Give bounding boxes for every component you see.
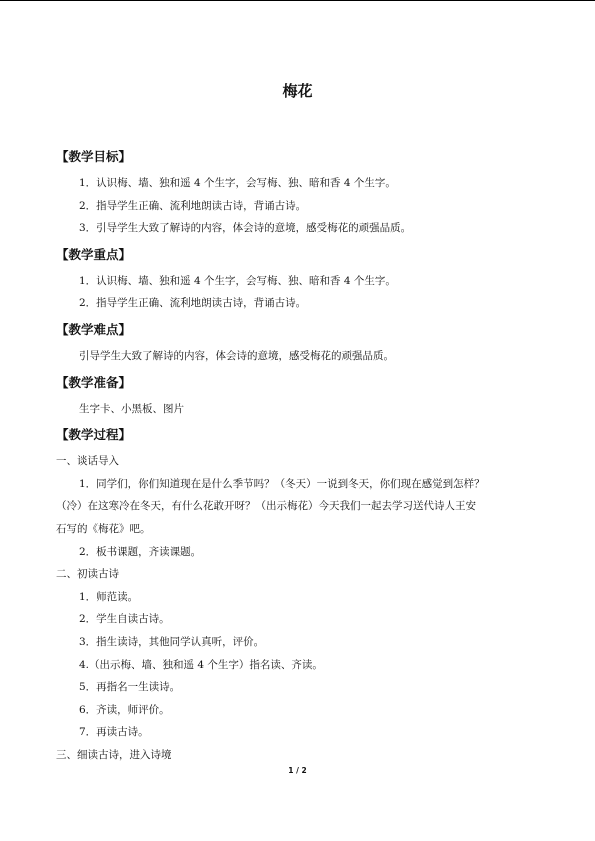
process-item: 5．再指名一生读诗。 bbox=[79, 681, 181, 694]
section-heading-preparation: 【教学准备】 bbox=[56, 374, 132, 390]
key-point-item: 1．认识梅、墙、独和遥 4 个生字，会写梅、独、暗和香 4 个生字。 bbox=[79, 274, 396, 287]
process-part-title: 三、细读古诗，进入诗境 bbox=[56, 748, 172, 761]
section-heading-goals: 【教学目标】 bbox=[56, 149, 132, 164]
document-body bbox=[56, 142, 546, 766]
goal-item: 2．指导学生正确、流利地朗读古诗，背诵古诗。 bbox=[79, 199, 307, 212]
goal-item: 1．认识梅、墙、独和遥 4 个生字，会写梅、独、暗和香 4 个生字。 bbox=[79, 177, 396, 189]
section-heading-difficulties: 【教学难点】 bbox=[56, 321, 132, 337]
section-heading-key-points: 【教学重点】 bbox=[56, 246, 132, 262]
page-number: 1 / 2 bbox=[288, 766, 307, 775]
process-item: 2．学生自读古诗。 bbox=[79, 613, 170, 626]
process-item: 4.（出示梅、墙、独和遥 4 个生字）指名读、齐读。 bbox=[79, 658, 323, 671]
process-item-continuation: 石写的《梅花》吧。 bbox=[56, 522, 151, 535]
difficulty-text: 引导学生大致了解诗的内容，体会诗的意境，感受梅花的顽强品质。 bbox=[79, 349, 394, 362]
process-item: 6．齐读，师评价。 bbox=[79, 703, 170, 716]
section-heading-process: 【教学过程】 bbox=[56, 427, 132, 443]
process-item: 1．师范读。 bbox=[79, 590, 139, 603]
process-item: 2．板书课题，齐读课题。 bbox=[79, 545, 202, 558]
process-item: 3．指生读诗，其他同学认真听，评价。 bbox=[79, 635, 265, 648]
preparation-text: 生字卡、小黑板、图片 bbox=[79, 402, 184, 415]
process-item-continuation: （冷）在这寒冷在冬天，有什么花敢开呀？（出示梅花）今天我们一起去学习送代诗人王安 bbox=[56, 500, 476, 513]
process-item: 1．同学们，你们知道现在是什么季节吗？（冬天）一说到冬天，你们现在感觉到怎样？ bbox=[79, 477, 485, 490]
page-title: 梅花 bbox=[282, 82, 313, 100]
process-part-title: 一、谈话导入 bbox=[56, 455, 119, 468]
goal-item: 3．引导学生大致了解诗的内容，体会诗的意境，感受梅花的顽强品质。 bbox=[79, 222, 412, 235]
process-item: 7．再读古诗。 bbox=[79, 726, 149, 739]
key-point-item: 2．指导学生正确、流利地朗读古诗，背诵古诗。 bbox=[79, 297, 307, 310]
top-border-line bbox=[0, 0, 595, 1]
process-part-title: 二、初读古诗 bbox=[56, 568, 119, 581]
